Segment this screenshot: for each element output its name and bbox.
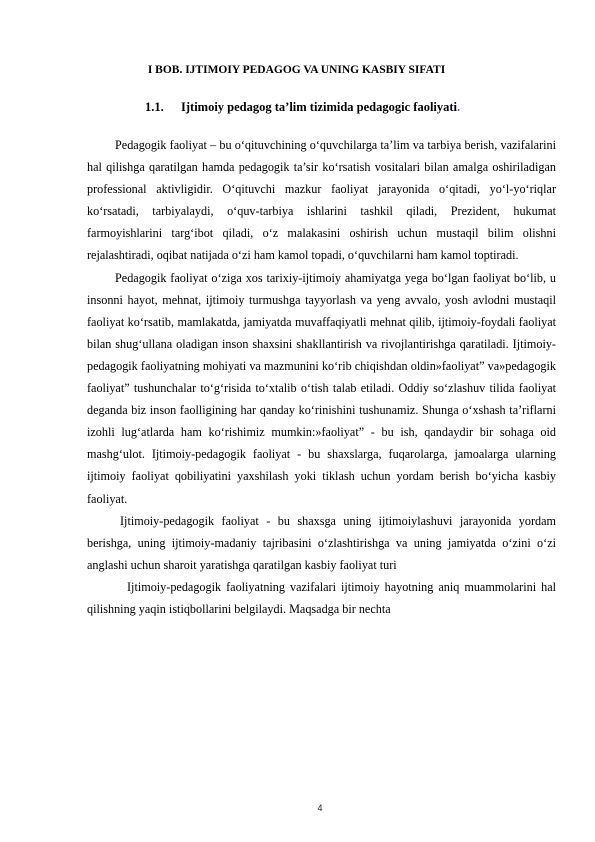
paragraph-2: Pedagogik faoliyat o‘ziga xos tarixiy-ijtimoiy ahamiyatga yega bo‘lgan faoliyat bo‘lib, u insonni hayot, mehnat, ijtimoiy turmushga tayyorlash va yeng avvalo, yosh avlodni mustaqil faoliyat ko‘rsatib, mamlakatda, jamiyatda muvaffaqiyatli mehnat qilib, ijtimoiy-foydali faoliyat bilan shug‘ullana oladigan inson shaxsini shakllantirish va rivojlantirishga qaratiladi. Ijtimoiy-pedagogik faoliyatning mohiyati va mazmunini ko‘rib chiqishdan oldin»faoliyat” va»pedagogik faoliyat” tushunchalar to‘g‘risida to‘xtalib o‘tish talab etiladi. Oddiy so‘zlashuv tilida faoliyat deganda biz inson faolligining har qanday ko‘rinishini tushunamiz. Shunga o‘xshash ta’riflarni izohli lug‘atlarda ham ko‘rishimiz mumkin:»faoliyat” - bu ish, qandaydir bir sohaga oid mashg‘ulot. Ijtimoiy-pedagogik faoliyat - bu shaxslarga, fuqarolarga, jamoalarga ularning ijtimoiy faoliyat qobiliyatini yaxshilash yoki tiklash uchun yordam berish bo‘yicha kasbiy faoliyat. xyxy=(87,270,556,506)
paragraph-3: Ijtimoiy-pedagogik faoliyat - bu shaxsga uning ijtimoiylashuvi jarayonida yordam berishga, uning ijtimoiy-madaniy tajribasini o‘zlashtirishga va uning jamiyatda o‘zini o‘zi anglashi uchun sharoit yaratishga qaratilgan kasbiy faoliyat turi xyxy=(87,513,556,572)
paragraph-1: Pedagogik faoliyat – bu o‘qituvchining o‘quvchilarga ta’lim va tarbiya berish, vazifalarini hal qilishga qaratilgan hamda pedagogik ta’sir ko‘rsatish vositalari bilan amalga oshiriladigan professional aktivligidir. O‘qituvchi mazkur faoliyat jarayonida o‘qitadi, yo‘l-yo‘riqlar ko‘rsatadi, tarbiyalaydi, o‘quv-tarbiya ishlarini tashkil qiladi, Prezident, hukumat farmoyishlarini targ‘ibot qiladi, o‘z malakasini oshirish uchun mustaqil bilim olishni rejalashtiradi, oqibat natijada o‘zi ham kamol topadi, o‘quvchilarni ham kamol toptiradi. xyxy=(87,138,556,263)
section-number: 1.1. xyxy=(145,100,164,114)
section-heading xyxy=(145,100,460,115)
section-title-end: . xyxy=(457,100,461,114)
paragraph-4: Ijtimoiy-pedagogik faoliyatning vazifalari ijtimoiy hayotning aniq muammolarini hal qilishning yaqin istiqbollarini belgilaydi. Maqsadga bir nechta xyxy=(87,579,556,616)
chapter-title: I BOB. IJTIMOIY PEDAGOG VA UNING KASBIY SIFATI xyxy=(147,64,446,76)
page-number: 4 xyxy=(317,803,323,813)
section-title: Ijtimoiy pedagog ta’lim tizimida pedagogic faoliyati xyxy=(181,100,458,114)
body-text xyxy=(87,134,556,620)
